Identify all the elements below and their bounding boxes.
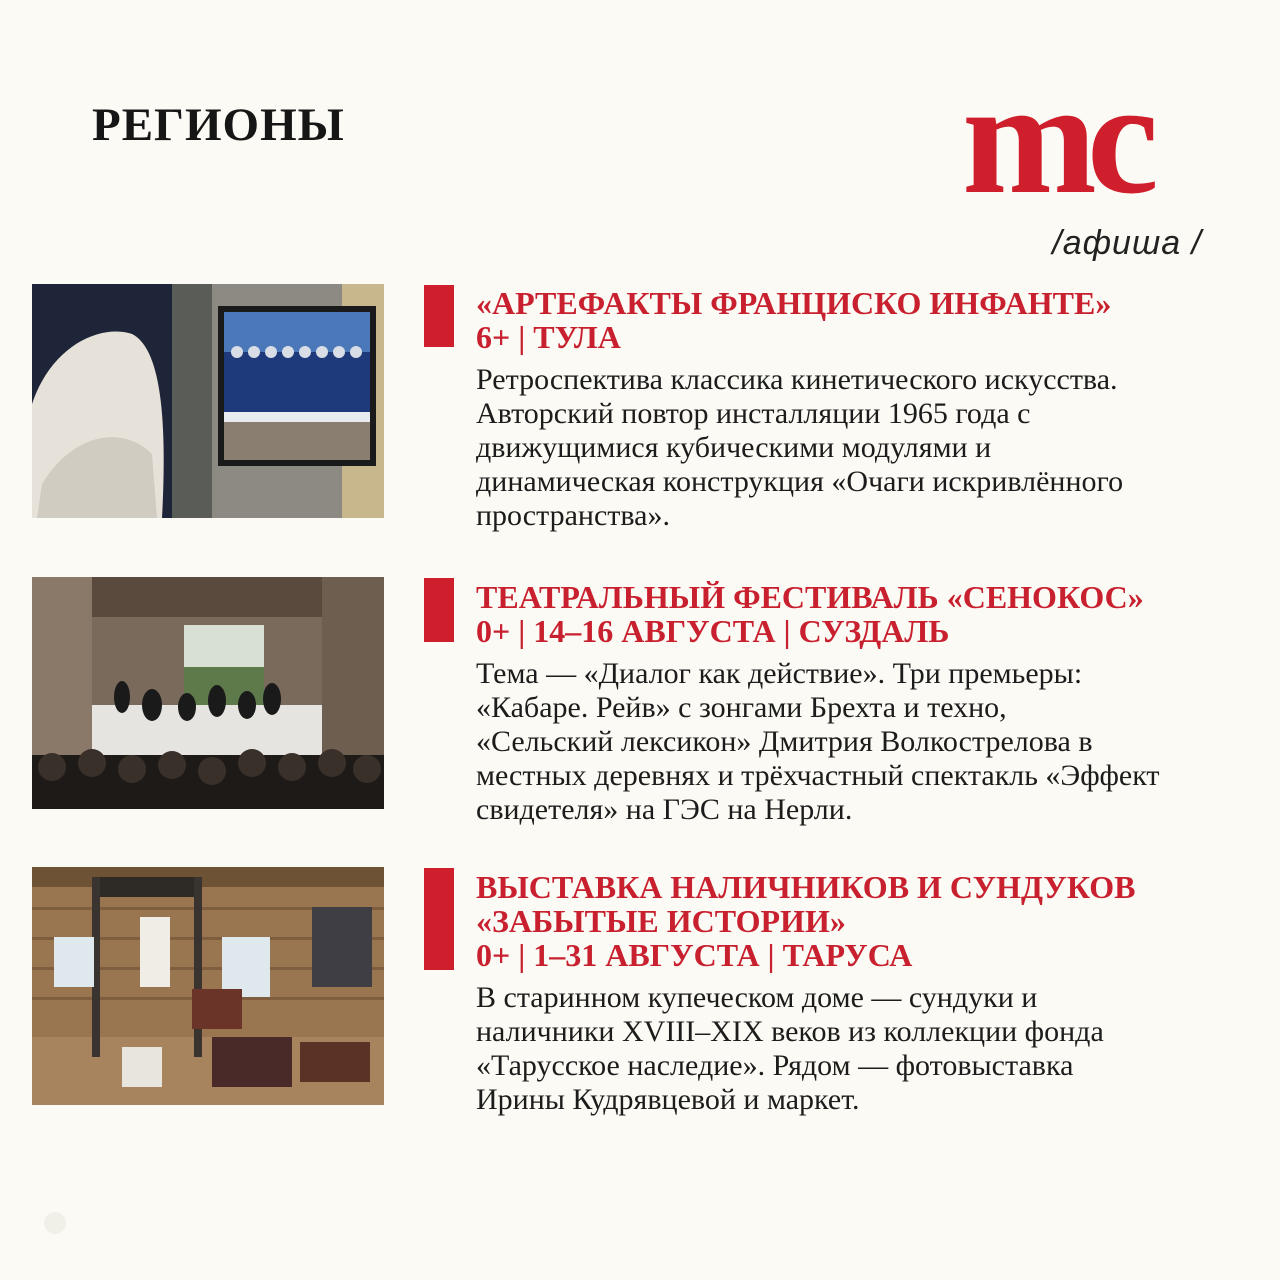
event-photo-theatre bbox=[32, 577, 384, 809]
event-title-line: «АРТЕФАКТЫ ФРАНЦИСКО ИНФАНТЕ» bbox=[476, 285, 1112, 321]
event-text bbox=[476, 580, 1236, 827]
event-photo-exhibition bbox=[32, 284, 384, 518]
event-photo-interior bbox=[32, 867, 384, 1105]
accent-bar bbox=[424, 578, 454, 642]
accent-bar bbox=[424, 285, 454, 347]
description-line: «Кабаре. Рейв» с зонгами Брехта и техно, bbox=[476, 691, 1007, 724]
event-title-line: ВЫСТАВКА НАЛИЧНИКОВ И СУНДУКОВ bbox=[476, 869, 1136, 905]
event-title bbox=[476, 580, 1236, 648]
description-line: свидетеля» на ГЭС на Нерли. bbox=[476, 793, 853, 826]
afisha-subtitle: /афиша / bbox=[1052, 224, 1202, 262]
event-description bbox=[476, 981, 1236, 1117]
section-heading: РЕГИОНЫ bbox=[92, 99, 345, 151]
description-line: Ирины Кудрявцевой и маркет. bbox=[476, 1083, 860, 1116]
event-title bbox=[476, 286, 1236, 354]
event-text bbox=[476, 870, 1236, 1117]
description-line: Авторский повтор инсталляции 1965 года с bbox=[476, 397, 1031, 430]
accent-bar bbox=[424, 868, 454, 970]
description-line: Тема — «Диалог как действие». Три премьеры: bbox=[476, 657, 1083, 690]
event-meta-line: 6+ | ТУЛА bbox=[476, 319, 621, 355]
event-description bbox=[476, 363, 1236, 533]
description-line: пространства». bbox=[476, 499, 670, 532]
description-line: движущимися кубическими модулями и bbox=[476, 431, 992, 464]
description-line: местных деревнях и трёхчастный спектакль «Эффект bbox=[476, 759, 1160, 792]
event-meta-line: 0+ | 1–31 АВГУСТА | ТАРУСА bbox=[476, 937, 913, 973]
mc-logo: mc bbox=[962, 49, 1149, 228]
description-line: «Тарусское наследие». Рядом — фотовыставка bbox=[476, 1049, 1074, 1082]
event-title-line: ТЕАТРАЛЬНЫЙ ФЕСТИВАЛЬ «СЕНОКОС» bbox=[476, 579, 1144, 615]
event-description bbox=[476, 657, 1236, 827]
event-text bbox=[476, 286, 1236, 533]
event-title bbox=[476, 870, 1236, 972]
description-line: Ретроспектива классика кинетического искусства. bbox=[476, 363, 1118, 396]
description-line: наличники XVIII–XIX веков из коллекции фонда bbox=[476, 1015, 1104, 1048]
description-line: «Сельский лексикон» Дмитрия Волкострелова в bbox=[476, 725, 1093, 758]
event-title-line: «ЗАБЫТЫЕ ИСТОРИИ» bbox=[476, 903, 846, 939]
description-line: динамическая конструкция «Очаги искривлённого bbox=[476, 465, 1124, 498]
event-meta-line: 0+ | 14–16 АВГУСТА | СУЗДАЛЬ bbox=[476, 613, 950, 649]
description-line: В старинном купеческом доме — сундуки и bbox=[476, 981, 1038, 1014]
watermark-icon bbox=[44, 1212, 66, 1234]
